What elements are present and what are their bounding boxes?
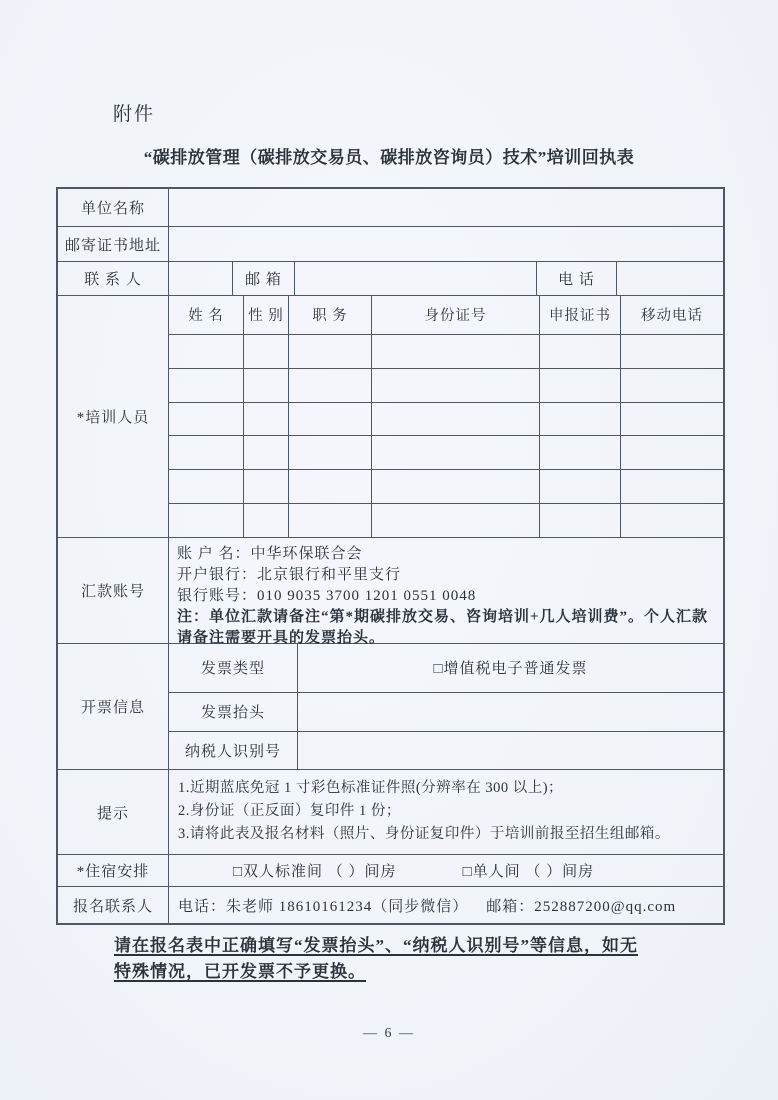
invoice-type-label: 发票类型 xyxy=(200,661,265,678)
row-tips xyxy=(58,769,723,854)
row-invoice xyxy=(58,643,723,769)
remittance-details xyxy=(168,538,723,646)
registration-phone: 电话：朱老师 18610161234（同步微信） xyxy=(178,898,469,915)
taxpayer-id-row xyxy=(169,731,723,769)
accommodation-single-room-option: □单人间 （ ）间房 xyxy=(462,864,595,880)
row-trainees xyxy=(58,295,723,537)
invoice-type-row xyxy=(169,644,723,692)
trainee-empty-row xyxy=(169,435,723,469)
row-mail-address xyxy=(58,226,723,261)
invoice-warning-note xyxy=(114,933,674,985)
mail-address-value xyxy=(168,227,723,261)
trainees-label: *培训人员 xyxy=(76,410,150,426)
taxpayer-id-label: 纳税人识别号 xyxy=(184,744,281,761)
trainee-grid xyxy=(168,296,723,537)
row-unit-name xyxy=(58,189,723,226)
contact-phone-value xyxy=(616,262,723,295)
trainee-empty-row xyxy=(169,503,723,537)
registration-contact-info xyxy=(168,887,723,923)
invoice-label: 开票信息 xyxy=(80,700,145,716)
row-registration-contact xyxy=(58,886,723,923)
accommodation-label: *住宿安排 xyxy=(76,864,150,880)
unit-name-value xyxy=(168,189,723,226)
unit-name-label: 单位名称 xyxy=(80,201,145,217)
row-contact xyxy=(58,261,723,295)
document-title: “碳排放管理（碳排放交易员、碳排放咨询员）技术”培训回执表 xyxy=(143,148,635,167)
tip-id-copy: 2.身份证（正反面）复印件 1 份； xyxy=(178,803,401,819)
contact-email-label: 邮 箱 xyxy=(232,262,294,295)
trainee-col-name: 姓 名 xyxy=(188,308,224,325)
tips-label: 提示 xyxy=(96,805,129,822)
remittance-label: 汇款账号 xyxy=(80,584,145,600)
remittance-note: 注：单位汇款请备注“第*期碳排放交易、咨询培训+几人培训费”。个人汇款请备注需要开具的发票抬头。 xyxy=(177,609,709,646)
tip-submit: 3.请将此表及报名材料（照片、身份证复印件）于培训前报至招生组邮箱。 xyxy=(178,826,670,842)
contact-name-value xyxy=(168,262,232,295)
invoice-title-label: 发票抬头 xyxy=(200,705,265,722)
invoice-grid xyxy=(168,644,723,769)
invoice-warning-line2: 特殊情况，已开发票不予更换。 xyxy=(114,962,366,981)
invoice-title-row xyxy=(169,692,723,732)
attachment-label: 附件 xyxy=(113,104,156,125)
accommodation-options xyxy=(168,855,723,886)
tips-content xyxy=(168,770,723,854)
remittance-account-number: 银行账号：010 9035 3700 1201 0551 0048 xyxy=(177,588,477,604)
trainee-col-mobile: 移动电话 xyxy=(620,296,723,334)
trainee-col-certificate: 申报证书 xyxy=(539,296,620,334)
contact-phone-label: 电 话 xyxy=(536,262,616,295)
invoice-type-value: □增值税电子普通发票 xyxy=(297,644,723,692)
registration-contact-label: 报名联系人 xyxy=(72,898,153,915)
trainee-empty-row xyxy=(169,368,723,402)
invoice-warning-line1: 请在报名表中正确填写“发票抬头”、“纳税人识别号”等信息，如无 xyxy=(114,936,638,955)
trainee-col-id-number: 身份证号 xyxy=(371,296,539,334)
trainee-empty-row xyxy=(169,469,723,503)
trainee-empty-row xyxy=(169,334,723,368)
row-remittance xyxy=(58,537,723,646)
remittance-bank: 开户银行：北京银行和平里支行 xyxy=(177,567,402,583)
tip-photo: 1.近期蓝底免冠 1 寸彩色标准证件照(分辨率在 300 以上)； xyxy=(178,780,564,796)
contact-label: 联 系 人 xyxy=(84,272,142,288)
registration-form-table xyxy=(56,187,725,925)
invoice-title-value xyxy=(297,693,723,732)
remittance-account-name: 账 户 名：中华环保联合会 xyxy=(177,546,363,562)
page-number: — 6 — xyxy=(363,1026,415,1041)
trainee-header-row xyxy=(169,296,723,334)
trainee-empty-row xyxy=(169,402,723,436)
registration-email: 邮箱：252887200@qq.com xyxy=(486,898,677,915)
taxpayer-id-value xyxy=(297,732,723,769)
row-accommodation xyxy=(58,854,723,886)
trainee-col-gender: 性 别 xyxy=(243,296,288,334)
accommodation-double-room-option: □双人标准间 （ ）间房 xyxy=(233,864,397,880)
trainee-col-title: 职 务 xyxy=(288,296,371,334)
contact-email-value xyxy=(294,262,536,295)
mail-address-label: 邮寄证书地址 xyxy=(64,237,161,254)
